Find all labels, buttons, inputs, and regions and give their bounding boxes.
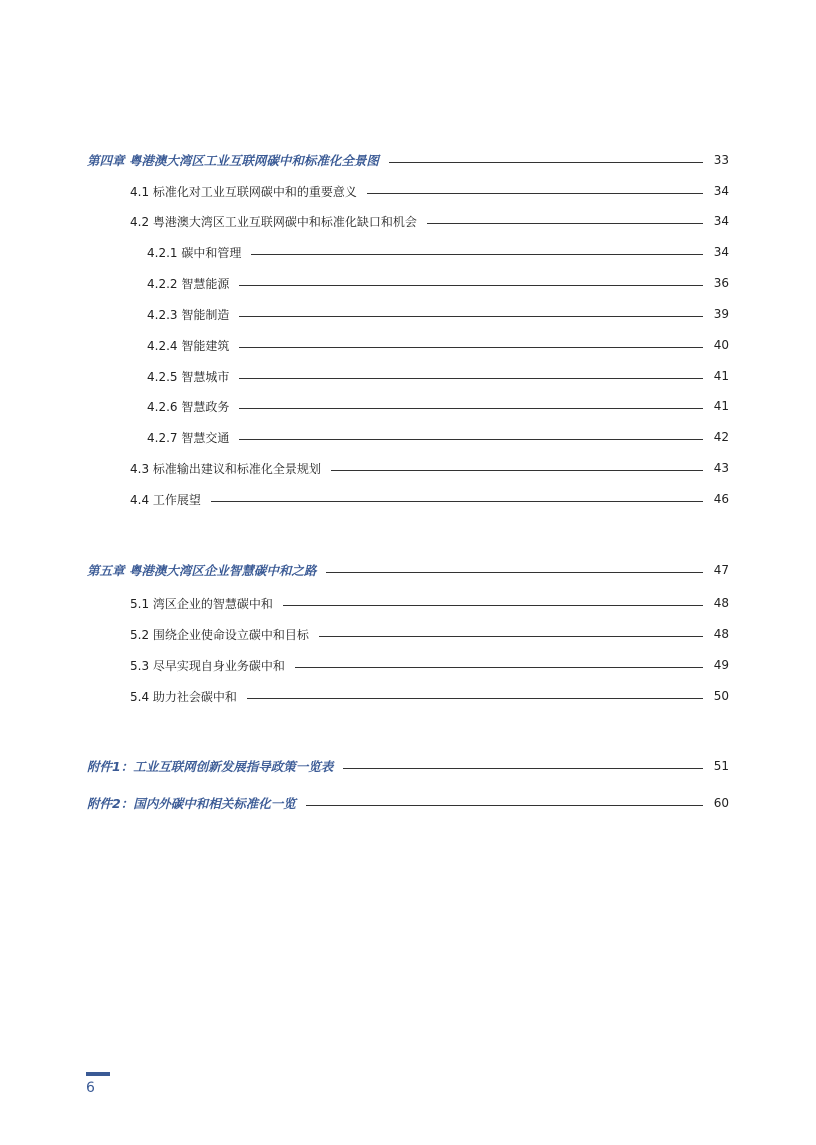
toc-page: 34 — [713, 214, 729, 228]
toc-page: 47 — [713, 563, 729, 577]
toc-entry-4-2[interactable] — [130, 211, 729, 231]
toc-leader — [319, 636, 703, 637]
toc-leader — [239, 347, 703, 348]
toc-title: 4.2.6 智慧政务 — [147, 399, 230, 414]
toc-page: 46 — [713, 492, 729, 506]
toc-page: 49 — [713, 658, 729, 672]
toc-page: 34 — [713, 245, 729, 259]
toc-entry-4-2-3[interactable] — [147, 304, 729, 324]
toc-page: 41 — [713, 399, 729, 413]
toc-leader — [367, 193, 703, 194]
toc-entry-4-2-7[interactable] — [147, 427, 729, 447]
toc-leader — [239, 408, 703, 409]
toc-title: 附件2：国内外碳中和相关标准化一览 — [87, 796, 296, 811]
toc-entry-4-1[interactable] — [130, 181, 729, 201]
toc-page: 41 — [713, 369, 729, 383]
toc-page: 43 — [713, 461, 729, 475]
toc-entry-5-1[interactable] — [130, 593, 729, 613]
toc-page: 39 — [713, 307, 729, 321]
toc-page: 48 — [713, 596, 729, 610]
toc-page: 42 — [713, 430, 729, 444]
toc-entry-chapter-4[interactable] — [87, 150, 729, 170]
toc-entry-appendix-1[interactable] — [87, 756, 729, 776]
toc-title: 4.2.5 智慧城市 — [147, 369, 230, 384]
page-number: 6 — [86, 1080, 95, 1096]
toc-page: 51 — [713, 759, 729, 773]
toc-entry-5-3[interactable] — [130, 655, 729, 675]
toc-leader — [239, 439, 703, 440]
toc-title: 5.3 尽早实现自身业务碳中和 — [130, 658, 285, 673]
toc-entry-chapter-5[interactable] — [87, 560, 729, 580]
toc-entry-4-2-1[interactable] — [147, 242, 729, 262]
toc-leader — [251, 254, 703, 255]
toc-page: 50 — [713, 689, 729, 703]
page-number-accent-bar — [86, 1072, 110, 1076]
toc-leader — [389, 162, 703, 163]
toc-page: 34 — [713, 184, 729, 198]
toc-entry-4-4[interactable] — [130, 489, 729, 509]
toc-title: 附件1：工业互联网创新发展指导政策一览表 — [87, 759, 334, 774]
toc-page: 33 — [713, 153, 729, 167]
toc-title: 5.4 助力社会碳中和 — [130, 689, 237, 704]
toc-title: 5.1 湾区企业的智慧碳中和 — [130, 596, 273, 611]
toc-title: 第四章 粤港澳大湾区工业互联网碳中和标准化全景图 — [87, 153, 379, 168]
toc-leader — [239, 316, 703, 317]
toc-title: 5.2 围绕企业使命设立碳中和目标 — [130, 627, 309, 642]
toc-leader — [427, 223, 703, 224]
toc-leader — [326, 572, 703, 573]
toc-title: 4.4 工作展望 — [130, 492, 201, 507]
toc-entry-4-2-5[interactable] — [147, 366, 729, 386]
toc-leader — [343, 768, 703, 769]
toc-entry-appendix-2[interactable] — [87, 793, 729, 813]
toc-title: 4.3 标准输出建议和标准化全景规划 — [130, 461, 321, 476]
toc-leader — [247, 698, 703, 699]
toc-leader — [283, 605, 703, 606]
toc-entry-5-2[interactable] — [130, 624, 729, 644]
toc-leader — [211, 501, 703, 502]
toc-leader — [239, 378, 703, 379]
toc-title: 4.2.2 智慧能源 — [147, 276, 230, 291]
toc-page: 60 — [713, 796, 729, 810]
toc-title: 4.2.7 智慧交通 — [147, 430, 230, 445]
toc-title: 4.2.3 智能制造 — [147, 307, 230, 322]
toc-page: 48 — [713, 627, 729, 641]
toc-entry-4-2-2[interactable] — [147, 273, 729, 293]
toc-page: 40 — [713, 338, 729, 352]
toc-entry-4-3[interactable] — [130, 458, 729, 478]
toc-leader — [295, 667, 703, 668]
toc-title: 4.2.4 智能建筑 — [147, 338, 230, 353]
toc-title: 第五章 粤港澳大湾区企业智慧碳中和之路 — [87, 563, 317, 578]
toc-entry-5-4[interactable] — [130, 686, 729, 706]
toc-leader — [331, 470, 703, 471]
toc-title: 4.1 标准化对工业互联网碳中和的重要意义 — [130, 184, 357, 199]
toc-page: 36 — [713, 276, 729, 290]
toc-leader — [306, 805, 703, 806]
toc-entry-4-2-6[interactable] — [147, 396, 729, 416]
toc-title: 4.2 粤港澳大湾区工业互联网碳中和标准化缺口和机会 — [130, 214, 417, 229]
toc-entry-4-2-4[interactable] — [147, 335, 729, 355]
toc-leader — [239, 285, 703, 286]
toc-title: 4.2.1 碳中和管理 — [147, 245, 242, 260]
